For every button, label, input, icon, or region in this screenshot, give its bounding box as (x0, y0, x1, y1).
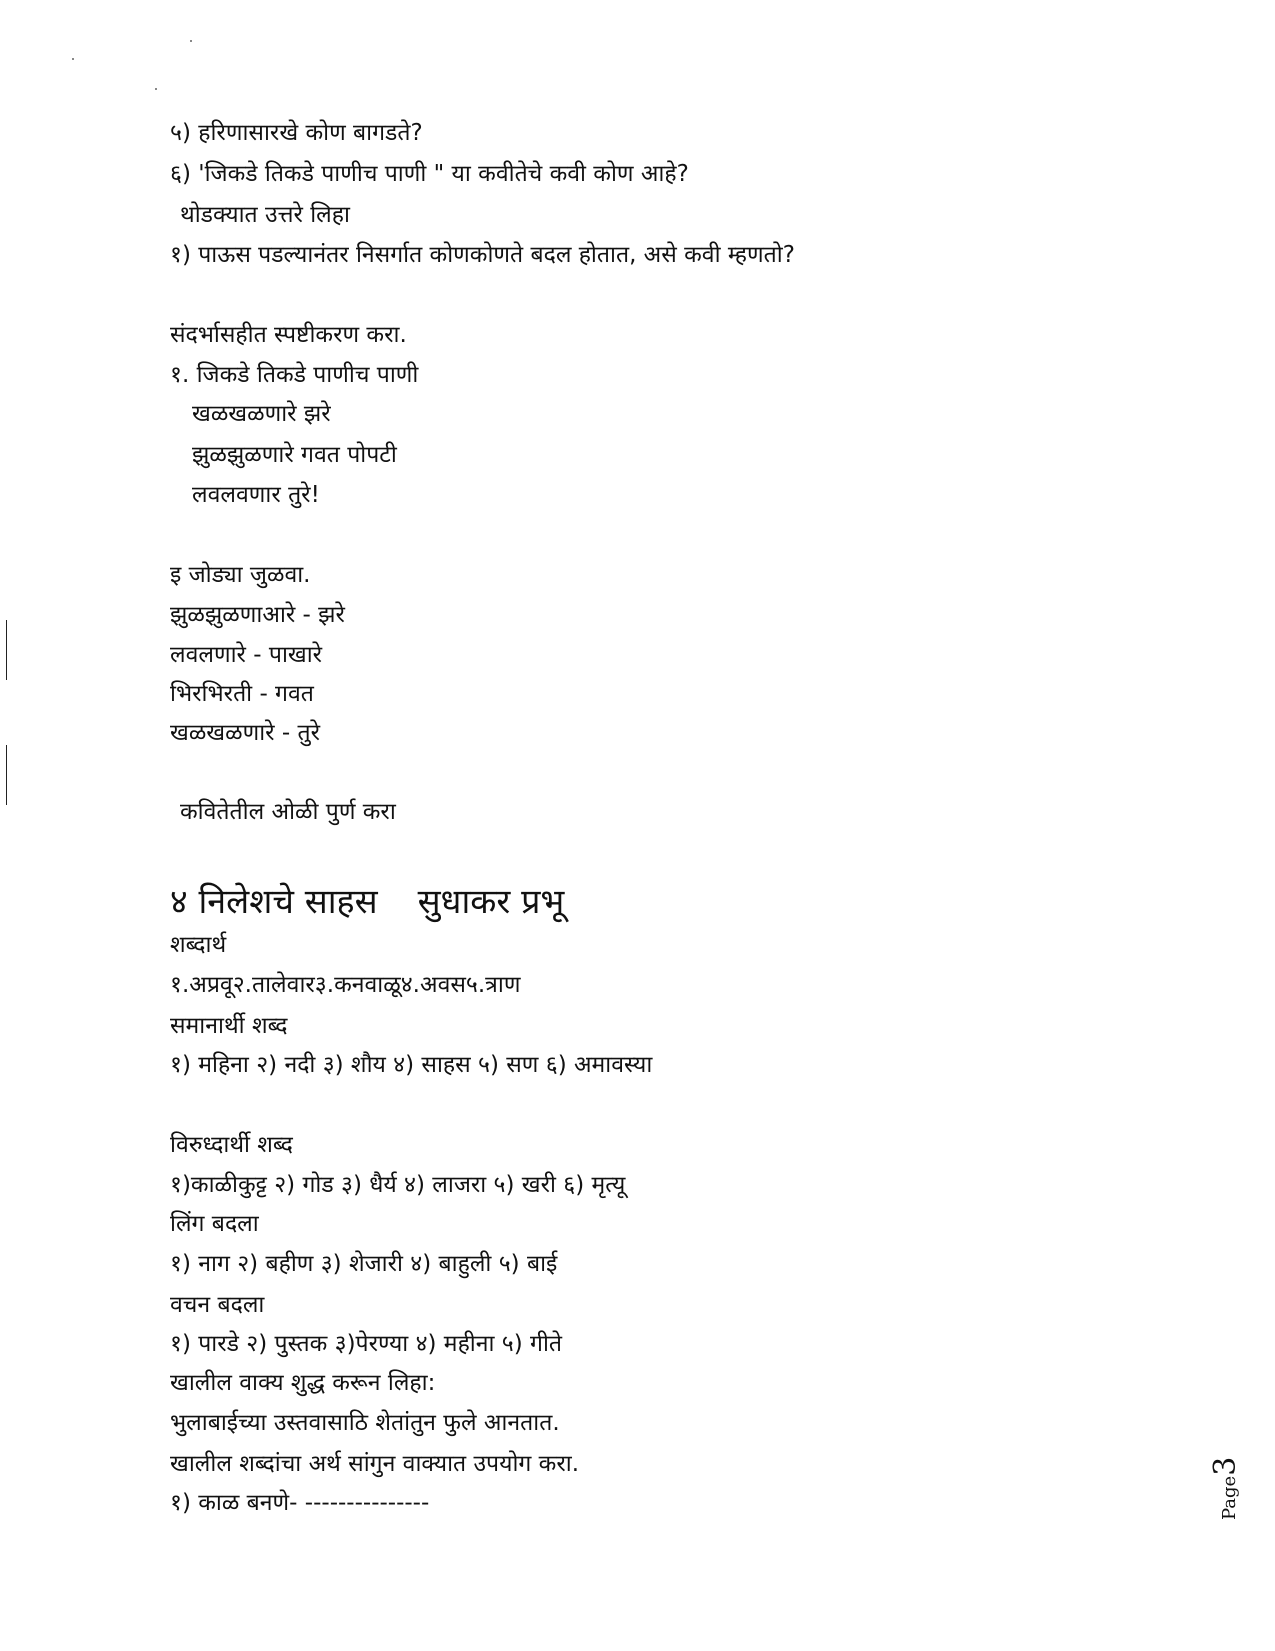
section-heading: इ जोड्या जुळवा. (170, 562, 311, 588)
poem-line: १. जिकडे तिकडे पाणीच पाणी (170, 362, 419, 388)
lesson-title: ४ निलेशचे साहस (170, 882, 378, 922)
match-pair: खळखळणारे - तुरे (170, 720, 321, 746)
margin-mark (6, 620, 7, 680)
word-list: १) पारडे २) पुस्तक ३)पेरण्या ४) महीना ५) गीते (170, 1331, 563, 1357)
section-heading: थोडक्यात उत्तरे लिहा (180, 202, 350, 228)
section-heading: समानार्थी शब्द (170, 1013, 288, 1039)
word-list: १) काळ बनणे- --------------- (170, 1490, 430, 1516)
page-number-value: 3 (1208, 1456, 1243, 1476)
scan-speck (155, 88, 157, 90)
match-pair: झुळझुळणाआरे - झरे (170, 602, 345, 628)
section-heading: खालील शब्दांचा अर्थ सांगुन वाक्यात उपयोग करा. (170, 1451, 580, 1477)
page-number (1208, 1457, 1243, 1520)
section-heading: खालील वाक्य शुद्ध करून लिहा: (170, 1370, 436, 1396)
question-line: ६) 'जिकडे तिकडे पाणीच पाणी " या कवीतेचे कवी कोण आहे? (170, 161, 689, 187)
page-word: Page (1219, 1475, 1240, 1520)
section-heading: शब्दार्थ (170, 932, 227, 958)
section-heading: संदर्भासहीत स्पष्टीकरण करा. (170, 322, 407, 348)
match-pair: लवलणारे - पाखारे (170, 642, 323, 668)
lesson-heading (170, 880, 564, 924)
poem-line: खळखळणारे झरे (192, 401, 331, 427)
word-list: १) नाग २) बहीण ३) शेजारी ४) बाहुली ५) बाई (170, 1251, 558, 1277)
sentence-line: भुलाबाईच्या उस्तवासाठि शेतांतुन फुले आनतात. (170, 1410, 560, 1436)
section-heading: विरुध्दार्थी शब्द (170, 1132, 293, 1158)
word-list: १)काळीकुट्ट २) गोड ३) धैर्य ४) लाजरा ५) खरी ६) मृत्यू (170, 1172, 626, 1198)
scan-speck (72, 58, 74, 60)
section-heading: वचन बदला (170, 1292, 265, 1318)
section-heading: लिंग बदला (170, 1211, 259, 1237)
poem-line: झुळझुळणारे गवत पोपटी (192, 442, 397, 468)
question-line: ५) हरिणासारखे कोण बागडते? (170, 120, 423, 146)
scan-speck (190, 40, 192, 42)
match-pair: भिरभिरती - गवत (170, 681, 314, 707)
lesson-author: सुधाकर प्रभू (417, 882, 565, 922)
margin-mark (6, 745, 7, 805)
poem-line: लवलवणार तुरे! (192, 482, 320, 508)
question-line: १) पाऊस पडल्यानंतर निसर्गात कोणकोणते बदल होतात, असे कवी म्हणतो? (170, 242, 795, 268)
word-list: १.अप्रवू२.तालेवार३.कनवाळू४.अवस५.त्राण (170, 972, 521, 998)
word-list: १) महिना २) नदी ३) शौय ४) साहस ५) सण ६) अमावस्या (170, 1052, 653, 1078)
section-heading: कवितेतील ओळी पुर्ण करा (180, 799, 396, 825)
